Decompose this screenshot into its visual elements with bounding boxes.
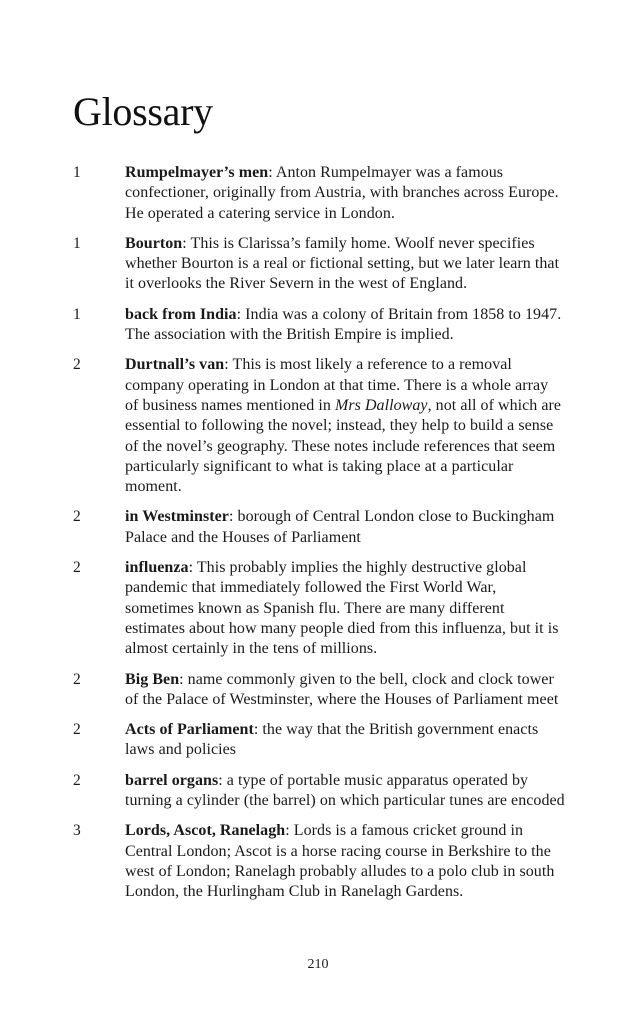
entry-definition: : This is most likely a reference to a removal company operating in London at that time. There is a whole array of business names mentioned in bbox=[125, 356, 549, 414]
entry-page-number: 1 bbox=[73, 234, 81, 252]
entry-italic-title: Mrs Dalloway bbox=[334, 396, 428, 414]
glossary-entry bbox=[0, 507, 636, 548]
entry-page-number: 2 bbox=[73, 670, 81, 688]
glossary-entry bbox=[0, 670, 636, 711]
glossary-entry bbox=[0, 163, 636, 224]
entry-text bbox=[125, 771, 565, 812]
glossary-list bbox=[0, 163, 636, 913]
entry-text bbox=[125, 163, 565, 224]
entry-page-number: 3 bbox=[73, 822, 81, 840]
entry-term: influenza bbox=[125, 559, 189, 577]
entry-term: Durtnall’s van bbox=[125, 356, 225, 374]
entry-text bbox=[125, 670, 565, 711]
glossary-entry bbox=[0, 305, 636, 346]
entry-definition: : borough of Central London close to Buckingham Palace and the Houses of Parliament bbox=[125, 508, 555, 546]
entry-definition: : This is Clarissa’s family home. Woolf never specifies whether Bourton is a real or fictional setting, but we later learn that it overlooks the River Severn in the west of England. bbox=[125, 234, 560, 293]
entry-term: Rumpelmayer’s men bbox=[125, 164, 269, 181]
entry-term: Lords, Ascot, Ranelagh bbox=[125, 822, 286, 840]
entry-page-number: 2 bbox=[73, 559, 81, 577]
glossary-entry bbox=[0, 821, 636, 902]
entry-text bbox=[125, 720, 565, 761]
glossary-entry bbox=[0, 558, 636, 659]
entry-page-number: 2 bbox=[73, 771, 81, 789]
entry-page-number: 1 bbox=[73, 305, 81, 323]
entry-text bbox=[125, 821, 565, 902]
entry-page-number: 1 bbox=[73, 164, 81, 181]
entry-text bbox=[125, 305, 565, 346]
glossary-entry bbox=[0, 771, 636, 812]
entry-term: back from India bbox=[125, 305, 237, 323]
entry-page-number: 2 bbox=[73, 721, 81, 739]
entry-definition: : Anton Rumpelmayer was a famous confectioner, originally from Austria, with branches across Europe. He operated a catering service in London. bbox=[125, 164, 559, 222]
glossary-entry bbox=[0, 234, 636, 295]
entry-definition: : India was a colony of Britain from 1858 to 1947. The association with the British Empire is implied. bbox=[125, 305, 562, 344]
entry-page-number: 2 bbox=[73, 508, 81, 526]
entry-text bbox=[125, 507, 565, 548]
entry-term: barrel organs bbox=[125, 771, 219, 789]
entry-definition: : name commonly given to the bell, clock and clock tower of the Palace of Westminster, where the Houses of Parliament meet bbox=[125, 670, 559, 708]
page-folio: 210 bbox=[307, 957, 329, 972]
entry-page-number: 2 bbox=[73, 356, 81, 374]
entry-definition-continued: , not all of which are essential to following the novel; instead, they help to build a sense of the novel’s geography. These notes include references that seem particularly significant to what is taking place at a particular moment. bbox=[125, 396, 562, 496]
glossary-entry bbox=[0, 355, 636, 497]
entry-text bbox=[125, 234, 565, 295]
entry-definition: : a type of portable music apparatus operated by turning a cylinder (the barrel) on which particular tunes are encoded bbox=[125, 771, 565, 810]
entry-definition: : This probably implies the highly destructive global pandemic that immediately followed the First World War, sometimes known as Spanish flu. There are many different estimates about how many people died from this influenza, but it is almost certainly in the tens of millions. bbox=[125, 559, 559, 658]
entry-definition: : the way that the British government enacts laws and policies bbox=[125, 721, 539, 759]
entry-text bbox=[125, 355, 565, 497]
entry-term: in Westminster bbox=[125, 508, 229, 526]
page-title: Glossary bbox=[73, 89, 213, 134]
entry-text bbox=[125, 558, 565, 659]
entry-term: Big Ben bbox=[125, 670, 180, 688]
entry-definition: : Lords is a famous cricket ground in Central London; Ascot is a horse racing course in Berkshire to the west of London; Ranelagh probably alludes to a polo club in south London, the Hurlingham Club in Ranelagh Gardens. bbox=[125, 822, 555, 901]
entry-term: Acts of Parliament bbox=[125, 721, 254, 739]
glossary-entry bbox=[0, 720, 636, 761]
entry-term: Bourton bbox=[125, 234, 183, 252]
